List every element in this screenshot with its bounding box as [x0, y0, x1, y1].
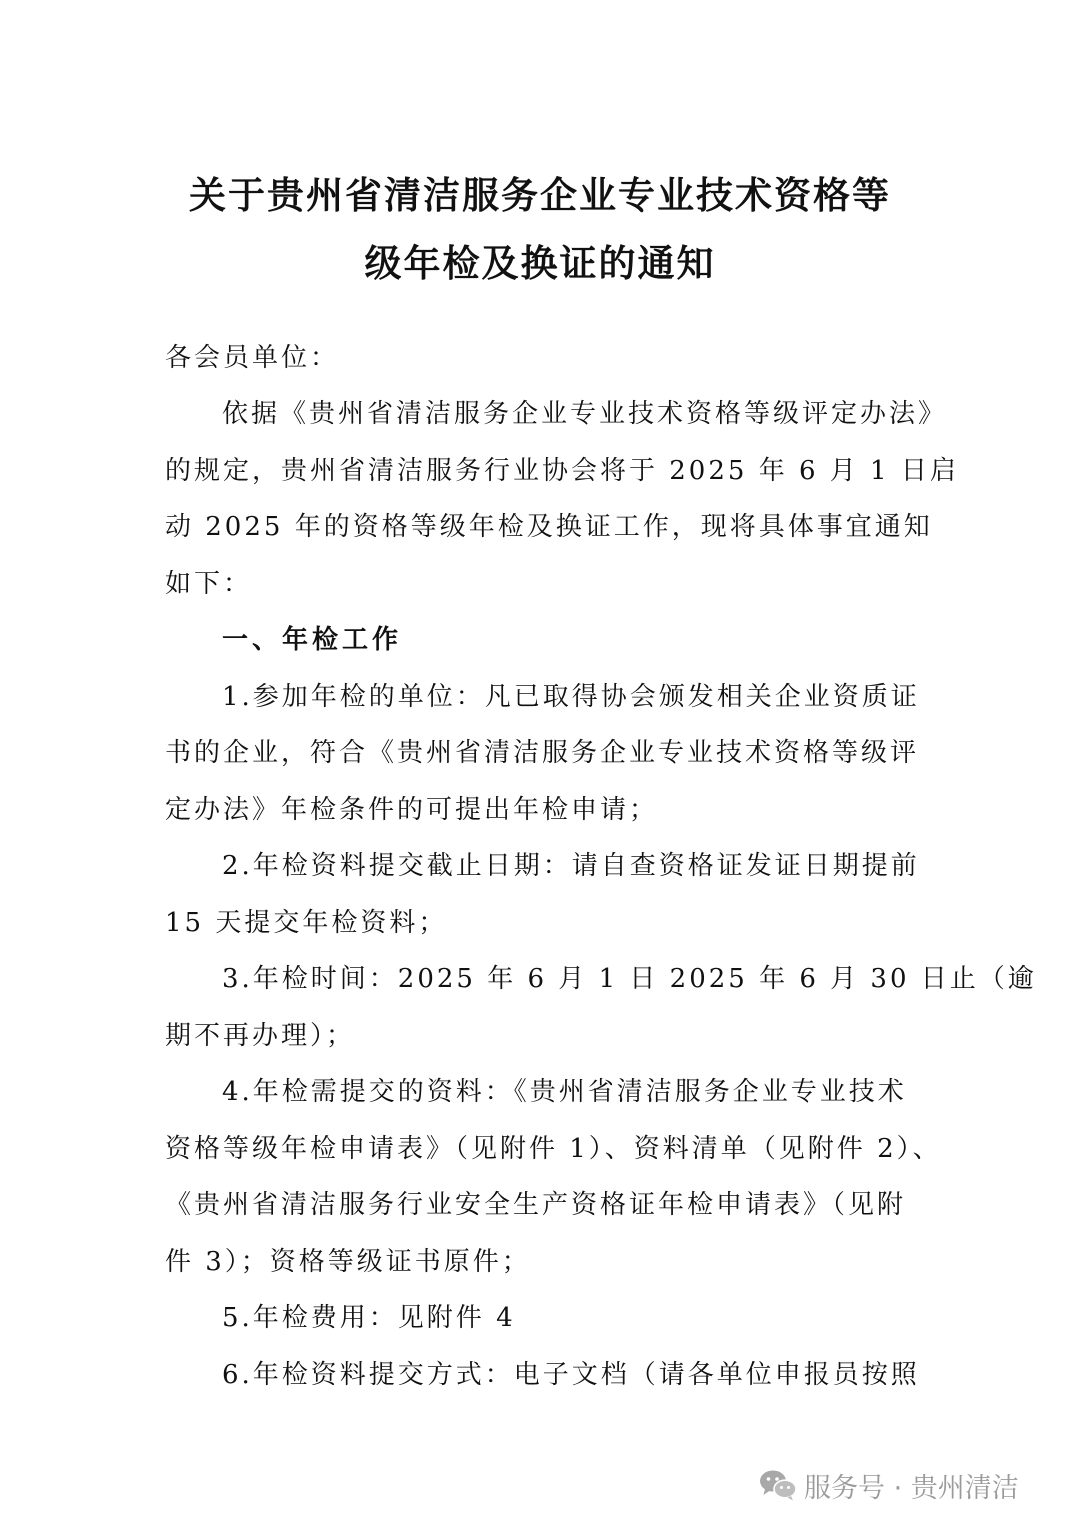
account-watermark	[758, 1465, 1019, 1505]
item-2-line-1: 2.年检资料提交截止日期：请自查资格证发证日期提前	[222, 851, 920, 881]
item-4-line-4: 件 3）；资格等级证书原件；	[165, 1247, 531, 1277]
item-1-line-1: 1.参加年检的单位：凡已取得协会颁发相关企业资质证	[222, 682, 920, 712]
item-3-line-2: 期不再办理）；	[165, 1021, 356, 1051]
item-2-line-2: 15 天提交年检资料；	[165, 908, 448, 938]
section-heading-annual-inspection: 一、年检工作	[222, 625, 403, 655]
item-6-line: 6.年检资料提交方式：电子文档（请各单位申报员按照	[222, 1360, 920, 1390]
item-1-line-2: 书的企业，符合《贵州省清洁服务企业专业技术资格等级评	[165, 738, 920, 768]
item-1-line-3: 定办法》年检条件的可提出年检申请；	[165, 795, 659, 825]
item-4-line-3: 《贵州省清洁服务行业安全生产资格证年检申请表》（见附	[165, 1190, 907, 1220]
intro-line-4: 如下：	[165, 569, 253, 599]
wechat-icon	[758, 1468, 798, 1502]
item-4-line-1: 4.年检需提交的资料：《贵州省清洁服务企业专业技术	[222, 1077, 907, 1107]
watermark-text: 服务号 · 贵州清洁	[804, 1472, 1019, 1504]
intro-line-2: 的规定，贵州省清洁服务行业协会将于 2025 年 6 月 1 日启	[165, 456, 959, 486]
intro-line-1: 依据《贵州省清洁服务企业专业技术资格等级评定办法》	[222, 399, 948, 429]
item-4-line-2: 资格等级年检申请表》（见附件 1）、资料清单（见附件 2）、	[165, 1134, 942, 1164]
document-title-line-2: 级年检及换证的通知	[364, 242, 716, 285]
intro-line-3: 动 2025 年的资格等级年检及换证工作，现将具体事宜通知	[165, 512, 933, 542]
item-5-line: 5.年检费用：见附件 4	[222, 1303, 516, 1333]
document-title-line-1: 关于贵州省清洁服务企业专业技术资格等	[189, 174, 891, 217]
salutation: 各会员单位：	[165, 343, 340, 373]
item-3-line-1: 3.年检时间：2025 年 6 月 1 日 2025 年 6 月 30 日止（逾	[222, 964, 1037, 994]
